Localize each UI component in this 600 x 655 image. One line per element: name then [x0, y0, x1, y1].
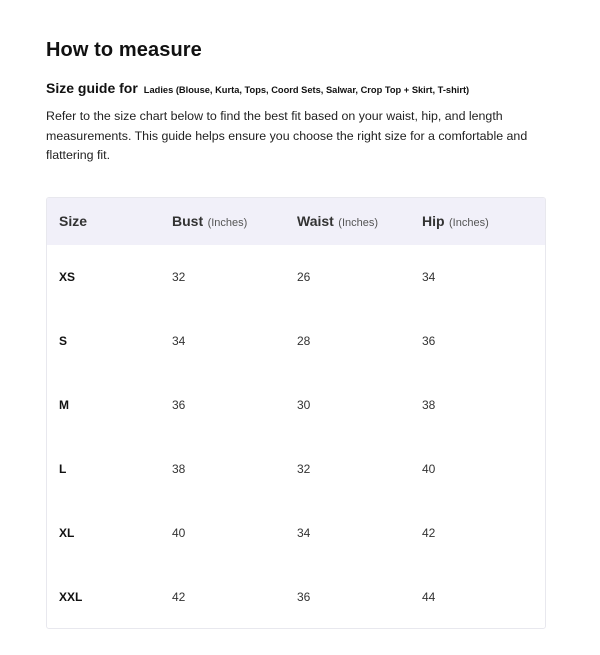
size-guide-subtitle: [46, 80, 546, 96]
size-guide-description: Refer to the size chart below to find the best fit based on your waist, hip, and length measurements. This guide helps ensure you choose the right size for a comfortable and flattering fit.: [46, 109, 528, 162]
header-size: [47, 198, 172, 245]
hip-cell: 34: [422, 270, 436, 284]
waist-cell: 34: [297, 526, 311, 540]
table-row: [47, 565, 545, 629]
header-bust-unit: (Inches): [207, 216, 248, 229]
header-bust: [172, 198, 297, 245]
header-size-label: Size: [59, 212, 88, 229]
hip-cell: 36: [422, 334, 436, 348]
hip-cell: 42: [422, 526, 436, 540]
size-guide-categories: Ladies (Blouse, Kurta, Tops, Coord Sets, Salwar, Crop Top + Skirt, T-shirt): [143, 85, 470, 95]
header-waist-unit: (Inches): [338, 216, 379, 229]
hip-cell: 38: [422, 398, 436, 412]
hip-cell: 40: [422, 462, 436, 476]
header-bust-label: Bust: [172, 212, 204, 229]
bust-cell: 32: [172, 270, 186, 284]
header-hip-unit: (Inches): [449, 216, 489, 229]
size-guide-label: Size guide for: [46, 80, 138, 96]
size-chart-table: [46, 197, 546, 629]
page-title: How to measure: [46, 39, 202, 61]
size-cell: XL: [59, 526, 75, 540]
waist-cell: 28: [297, 334, 311, 348]
size-cell: L: [59, 462, 67, 476]
table-header-row: [47, 198, 545, 245]
bust-cell: 40: [172, 526, 186, 540]
header-waist-label: Waist: [297, 212, 334, 229]
bust-cell: 42: [172, 590, 186, 604]
header-hip-label: Hip: [422, 212, 445, 229]
waist-cell: 30: [297, 398, 311, 412]
bust-cell: 36: [172, 398, 186, 412]
table-row: [47, 373, 545, 437]
table-row: [47, 245, 545, 309]
bust-cell: 38: [172, 462, 186, 476]
size-cell: S: [59, 334, 68, 348]
waist-cell: 36: [297, 590, 311, 604]
header-waist: [297, 198, 422, 245]
table-row: [47, 437, 545, 501]
size-cell: XXL: [59, 590, 83, 604]
bust-cell: 34: [172, 334, 186, 348]
waist-cell: 26: [297, 270, 311, 284]
size-cell: M: [59, 398, 69, 412]
size-cell: XS: [59, 270, 76, 284]
hip-cell: 44: [422, 590, 436, 604]
table-row: [47, 501, 545, 565]
table-row: [47, 309, 545, 373]
size-guide-content: [46, 36, 546, 178]
header-hip: [422, 198, 545, 245]
waist-cell: 32: [297, 462, 311, 476]
